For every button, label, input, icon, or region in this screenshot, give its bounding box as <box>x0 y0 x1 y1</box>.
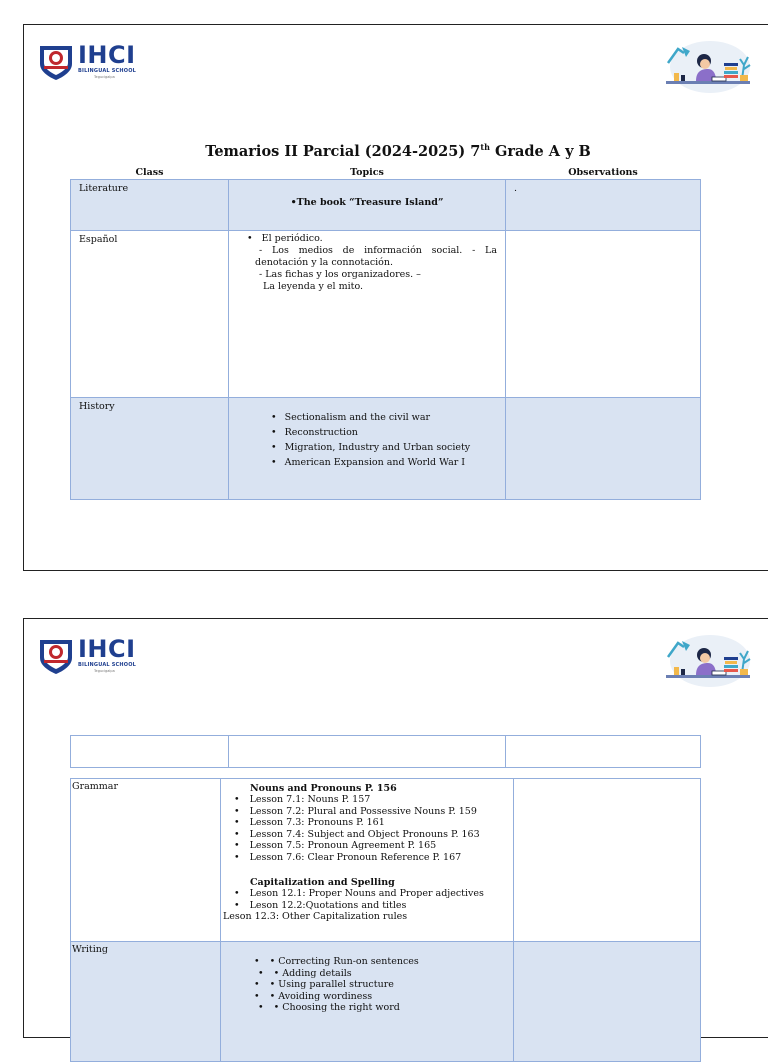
grammar-observation <box>514 779 701 942</box>
document-title: Temarios II Parcial (2024-2025) 7th Grade A y B <box>205 142 591 160</box>
list-item: • Leson 12.1: Proper Nouns and Proper adjectives <box>234 888 511 900</box>
table-row <box>71 180 701 231</box>
history-observation <box>506 398 701 500</box>
list-item: - Las fichas y los organizadores. – <box>259 269 421 280</box>
school-logo <box>24 619 164 697</box>
list-item: • Lesson 7.3: Pronouns P. 161 <box>234 817 511 829</box>
table-row <box>71 942 701 1062</box>
table-row <box>71 779 701 942</box>
school-name: IHCI <box>78 41 136 69</box>
list-item: • Sectionalism and the civil war <box>271 410 501 425</box>
student-studying-illustration-icon <box>658 629 754 691</box>
class-grammar: Grammar <box>71 779 221 942</box>
list-item: • • Using parallel structure <box>254 979 511 991</box>
list-item: • Lesson 7.5: Pronoun Agreement P. 165 <box>234 840 511 852</box>
class-history: History <box>71 398 229 500</box>
list-item: • • Avoiding wordiness <box>254 991 511 1003</box>
table-row <box>71 398 701 500</box>
empty-table <box>70 735 701 768</box>
class-espanol: Español <box>71 231 229 398</box>
topics-table <box>70 165 701 500</box>
espanol-topics <box>229 231 506 398</box>
writing-topics <box>221 942 514 1062</box>
table-row <box>71 231 701 398</box>
list-item: • • Choosing the right word <box>258 1002 511 1014</box>
literature-observation: . <box>506 180 701 231</box>
header-topics: Topics <box>350 167 384 178</box>
class-writing: Writing <box>71 942 221 1062</box>
shield-logo-icon <box>38 42 74 82</box>
list-item: • El periódico. <box>247 233 323 244</box>
school-tagline: Tegucigalpa <box>94 75 115 79</box>
shield-logo-icon <box>38 636 74 676</box>
section-title: Nouns and Pronouns P. 156 <box>250 783 397 794</box>
school-name: IHCI <box>78 635 136 663</box>
list-item: • • Adding details <box>258 968 511 980</box>
list-item: • Leson 12.2:Quotations and titles <box>234 900 511 912</box>
grammar-writing-table <box>70 778 701 1062</box>
table-header-row <box>71 165 701 180</box>
list-item: - Los medios de información social. - La denotación y la connotación. <box>255 245 497 268</box>
history-topics <box>229 398 506 500</box>
student-studying-illustration-icon <box>658 35 754 97</box>
school-subtitle: BILINGUAL SCHOOL <box>78 68 137 74</box>
list-item: La leyenda y el mito. <box>263 281 364 292</box>
header-class: Class <box>135 167 164 178</box>
grammar-topics <box>221 779 514 942</box>
header-observations: Observations <box>568 167 638 178</box>
table-row <box>71 736 701 768</box>
espanol-observation <box>506 231 701 398</box>
list-item: • Migration, Industry and Urban society <box>271 440 501 455</box>
school-tagline: Tegucigalpa <box>94 669 115 673</box>
class-literature: Literature <box>71 180 229 231</box>
list-item: • Lesson 7.4: Subject and Object Pronouns P. 163 <box>234 829 511 841</box>
document-page-2 <box>23 618 768 1038</box>
list-item: Leson 12.3: Other Capitalization rules <box>223 911 408 922</box>
list-item: • American Expansion and World War I <box>271 455 501 470</box>
writing-observation <box>514 942 701 1062</box>
list-item: • Reconstruction <box>271 425 501 440</box>
literature-topic: •The book “Treasure Island” <box>229 180 506 231</box>
list-item: • Lesson 7.2: Plural and Possessive Nouns P. 159 <box>234 806 511 818</box>
section-title: Capitalization and Spelling <box>250 877 395 888</box>
list-item: • Lesson 7.1: Nouns P. 157 <box>234 794 511 806</box>
school-logo <box>24 25 164 103</box>
school-subtitle: BILINGUAL SCHOOL <box>78 662 137 668</box>
list-item: • Lesson 7.6: Clear Pronoun Reference P. 167 <box>234 852 511 864</box>
list-item: • • Correcting Run-on sentences <box>254 956 511 968</box>
document-page-1 <box>23 24 768 571</box>
